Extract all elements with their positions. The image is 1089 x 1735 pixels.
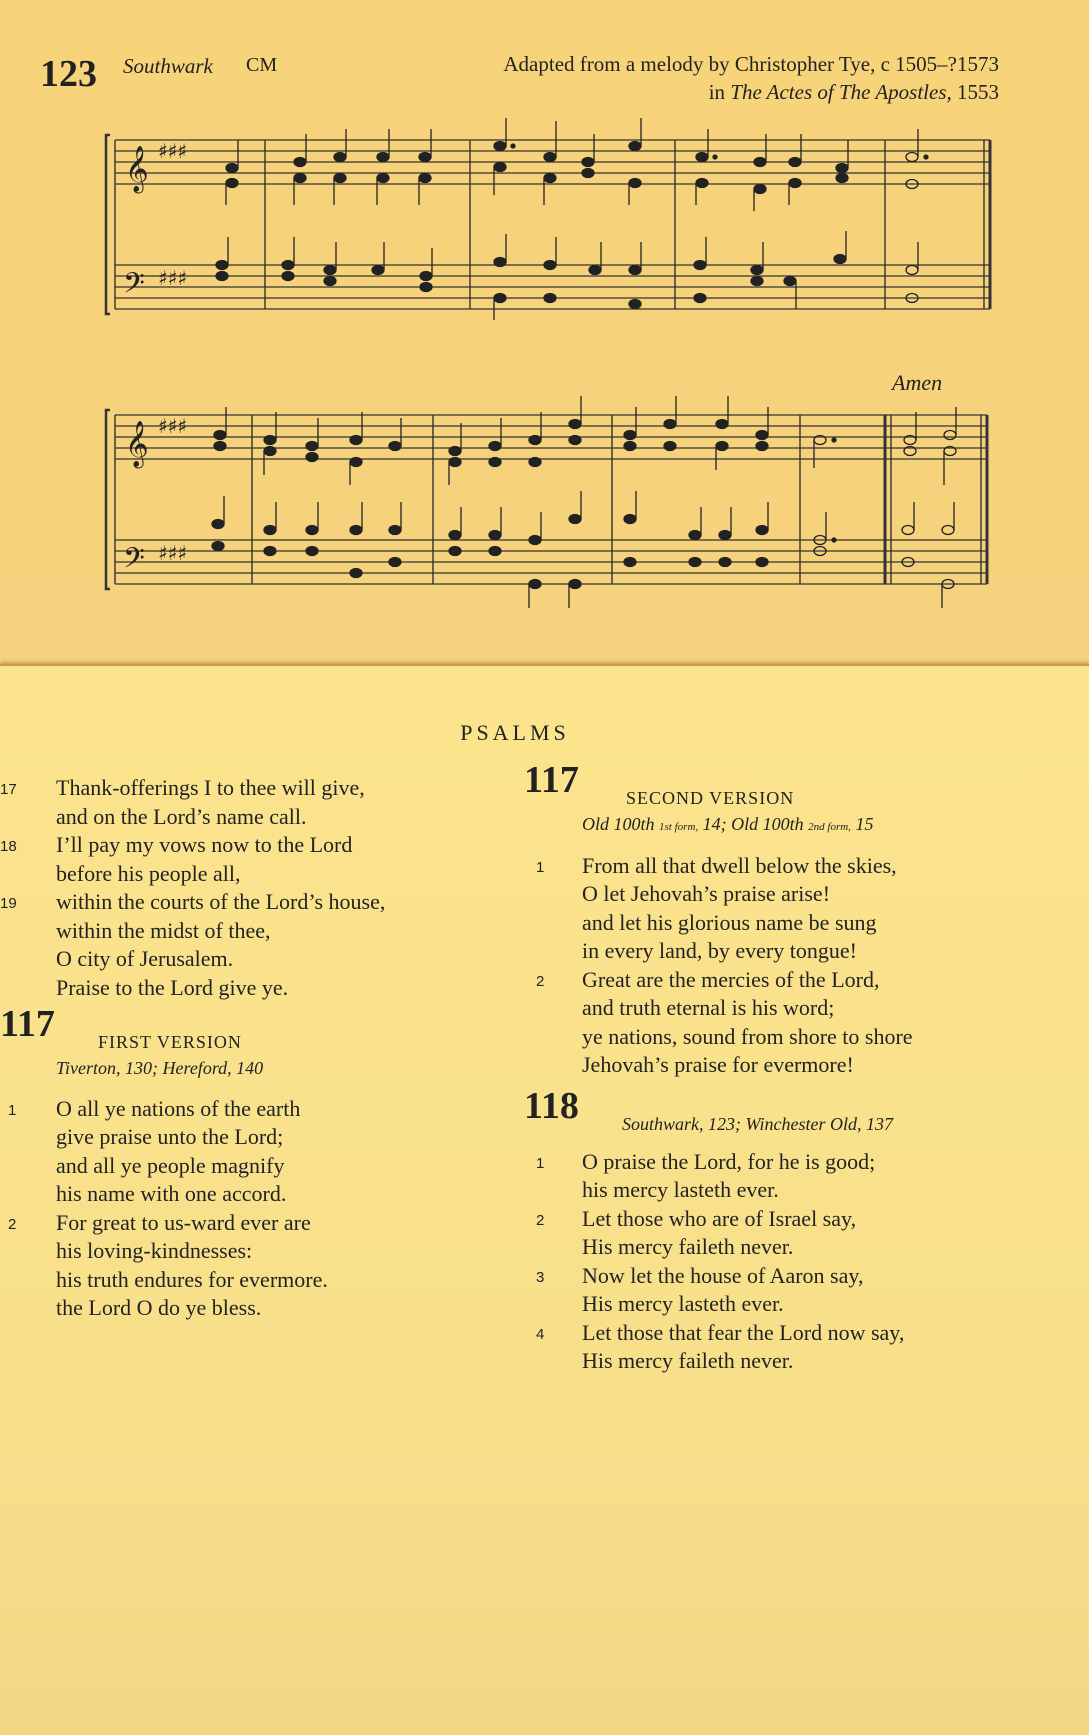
verse-line [582,1051,1002,1080]
hymn-page [0,0,1089,668]
svg-text:♯♯♯: ♯♯♯ [158,414,188,438]
tune-reference: Southwark, 123; Winchester Old, 137 [622,1113,893,1134]
psalm-heading [524,759,1002,810]
meter: CM [246,54,278,76]
verse-text: his name with one accord. [56,1181,287,1206]
svg-text:𝄢: 𝄢 [123,542,145,582]
verse-text: ye nations, sound from shore to shore [582,1023,913,1049]
verse-text: Praise to the Lord give ye. [56,974,289,1000]
verse-text: give praise unto the Lord; [56,1124,284,1149]
verse-text: and on the Lord’s name call. [56,803,307,829]
tune-ref-part: Old 100th [582,814,655,834]
version-label: SECOND VERSION [626,788,795,808]
verse-text: before his people all, [56,860,241,886]
verse-line [56,1152,496,1181]
verse-number: 18 [0,838,17,855]
svg-text:𝄞: 𝄞 [125,146,149,192]
verse-line [582,994,1002,1023]
hymn-number: 123 [40,53,97,95]
verse-line [56,803,496,832]
verse-line [582,909,1002,938]
verse-text: O praise the Lord, for he is good; [582,1148,876,1174]
svg-text:𝄢: 𝄢 [123,267,145,307]
svg-text:♯♯♯: ♯♯♯ [158,541,188,565]
verse-text: Now let the house of Aaron say, [582,1262,864,1288]
verse-line [582,880,1002,909]
verse-line [56,1237,496,1266]
verse-line [536,852,1002,881]
verse-number: 2 [536,972,545,990]
verse-line [56,1266,496,1295]
version-label: FIRST VERSION [98,1032,242,1052]
tune-reference: Tiverton, 130; Hereford, 140 [56,1058,264,1078]
verse-number: 17 [0,781,17,798]
verse-number: 2 [8,1215,17,1233]
verse-text: in every land, by every tongue! [582,938,857,963]
verse-number: 3 [536,1268,545,1286]
verse-line [536,1205,1002,1234]
verse-text: Let those who are of Israel say, [582,1205,857,1231]
right-column [524,759,1002,1376]
verse-text: Thank-offerings I to thee will give, [56,775,365,800]
verse-number: 2 [536,1211,545,1229]
verse-text: O let Jehovah’s praise arise! [582,881,831,906]
verse-line [56,945,496,974]
tune-name: Southwark [123,54,213,78]
verse-text: O all ye nations of the earth [56,1095,301,1121]
verse-line [536,1319,1002,1348]
verse-text: and truth eternal is his word; [582,995,835,1020]
verse-text: his truth endures for evermore. [56,1266,328,1292]
tune-ref-part: 14; [702,814,727,834]
verse-line [536,1148,1002,1177]
verse-line [8,1095,496,1124]
verse-text: For great to us-ward ever are [56,1209,311,1235]
verse-line [536,966,1002,995]
verse-text: His mercy faileth never. [582,1234,794,1259]
tune-ref-part: 1st form, [659,821,699,833]
verse-text: Jehovah’s praise for evermore! [582,1052,854,1077]
verse-text: His mercy faileth never. [582,1348,794,1373]
svg-text:♯♯♯: ♯♯♯ [158,139,188,163]
psalm-heading [524,1084,1002,1136]
attribution-line-2: in The Actes of The Apostles, 1553 [708,80,999,104]
verse-text: within the courts of the Lord’s house, [56,889,386,914]
tune-reference [582,810,1002,842]
verse-line [582,1290,1002,1319]
section-title: PSALMS [460,720,570,745]
verse-text: his loving-kindnesses: [56,1238,253,1263]
verse-text: the Lord O do ye bless. [56,1295,262,1320]
verse-text: His mercy lasteth ever. [582,1291,784,1316]
tune-ref-part: 15 [855,814,874,834]
verse-line [582,1347,1002,1376]
verse-number: 1 [536,858,545,876]
verse-line [56,974,496,1003]
verse-line [582,1176,1002,1205]
verse-text: Let those that fear the Lord now say, [582,1319,905,1345]
psalm-heading [0,1003,496,1054]
verse-line [56,1294,496,1323]
verse-text: Great are the mercies of the Lord, [582,966,880,992]
verse-line [536,1262,1002,1291]
verse-text: and let his glorious name be sung [582,909,877,935]
verse-line [0,774,496,803]
verse-line [0,831,496,860]
psalm-number: 117 [524,759,579,801]
tune-ref-part: 2nd form, [808,821,851,833]
verse-text: within the midst of thee, [56,917,271,943]
verse-line [56,860,496,889]
psalm-number: 118 [524,1084,579,1127]
tune-ref-part: Old 100th [731,814,804,834]
amen-label: Amen [892,370,943,395]
svg-text:𝄞: 𝄞 [125,421,149,467]
psalm-number: 117 [0,1003,55,1045]
verse-number: 1 [8,1101,17,1119]
verse-line [56,1180,496,1209]
verse-text: I’ll pay my vows now to the Lord [56,832,353,857]
verse-line [582,1233,1002,1262]
verse-text: O city of Jerusalem. [56,946,234,971]
verse-text: his mercy lasteth ever. [582,1177,779,1202]
verse-line [582,1023,1002,1052]
verse-line [8,1209,496,1238]
verse-line [0,888,496,917]
attribution-line-1: Adapted from a melody by Christopher Tye, c 1505–?1573 [503,52,999,76]
verse-line [56,917,496,946]
verse-text: and all ye people magnify [56,1152,285,1178]
verse-line [56,1123,496,1152]
verse-number: 19 [0,895,17,912]
svg-text:♯♯♯: ♯♯♯ [158,266,188,290]
verse-number: 4 [536,1325,545,1343]
verse-line [582,937,1002,966]
verse-text: From all that dwell below the skies, [582,852,897,878]
verse-number: 1 [536,1154,545,1172]
left-column [0,774,496,1323]
